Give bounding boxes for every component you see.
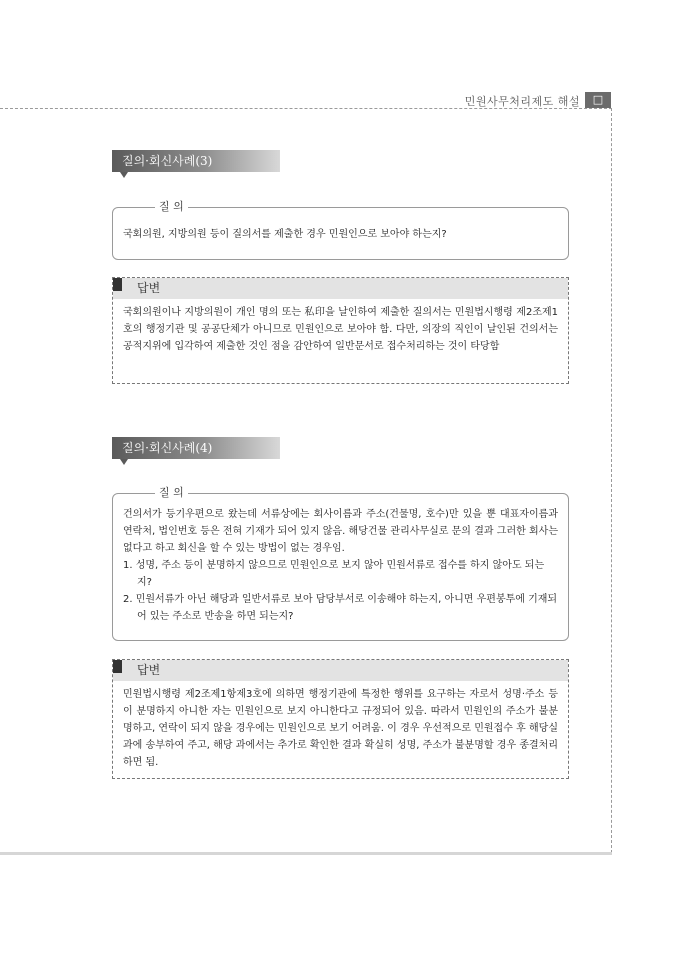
case-4-question-box — [112, 486, 569, 641]
answer-marker-icon — [113, 660, 122, 673]
question-tag: 질 의 — [155, 484, 188, 501]
case-3-label: 질의·회신사례(3) — [112, 150, 280, 172]
case-3-question-text: 국회의원, 지방의원 등이 질의서를 제출한 경우 민원인으로 보아야 하는지? — [123, 229, 447, 240]
answer-tag: 답변 — [137, 281, 161, 295]
case-3-question-box — [112, 200, 569, 260]
case-3-answer-box — [112, 277, 569, 384]
page-number-box: □ — [585, 92, 611, 108]
case-3-answer-text: 국회의원이나 지방의원이 개인 명의 또는 私印을 날인하여 제출한 질의서는 민원법시행령 제2조제1호의 행정기관 및 공공단체가 아니므로 민원인으로 보아야 함. 다만, 의장의 직인이 날인된 건의서는 공적지위에 입각하여 제출한 것인 점을 감안하여 일반문서로 접수처리하는 것이 타당함 — [123, 307, 558, 352]
case-4-question-list — [123, 557, 558, 625]
case-4-answer-text: 민원법시행령 제2조제1항제3호에 의하면 행정기관에 특정한 행위를 요구하는 자로서 성명·주소 등이 분명하지 아니한 자는 민원인으로 보지 아니한다고 규정되어 있음. 따라서 민원인의 주소가 불분명하고, 연락이 되지 않을 경우에는 민원인으로 보기 어려움. 이 경우 우선적으로 민원접수 후 해당실과에 송부하여 주고, 해당 과에서는 추가로 확인한 결과 확실히 성명, 주소가 불분명할 경우 종결처리 하면 됨. — [123, 689, 558, 768]
list-item: 1. 성명, 주소 등이 분명하지 않으므로 민원인으로 보지 않아 민원서류로 접수를 하지 않아도 되는지? — [123, 560, 545, 588]
case-4-label: 질의·회신사례(4) — [112, 437, 280, 459]
answer-header — [113, 278, 568, 299]
answer-marker-icon — [113, 278, 122, 291]
running-header-title: 민원사무처리제도 해설 — [464, 95, 580, 108]
case-4-answer-box — [112, 659, 569, 779]
answer-tag: 답변 — [137, 663, 161, 677]
list-item: 2. 민원서류가 아닌 해당과 일반서류로 보아 담당부서로 이송해야 하는지, 아니면 우편봉투에 기재되어 있는 주소로 반송을 하면 되는지? — [123, 594, 558, 622]
case-4-question-text: 건의서가 등기우편으로 왔는데 서류상에는 회사이름과 주소(건물명, 호수)만 있을 뿐 대표자이름과 연락처, 법인번호 등은 전혀 기재가 되어 있지 않음. 해당건물 관리사무실로 문의 결과 그러한 회사는 없다고 하고 회신을 할 수 있는 방법이 없는 경우임. — [123, 509, 558, 554]
question-tag: 질 의 — [155, 198, 188, 215]
answer-header — [113, 660, 568, 681]
page-right-border — [611, 108, 612, 853]
page-bottom-border — [0, 852, 612, 855]
